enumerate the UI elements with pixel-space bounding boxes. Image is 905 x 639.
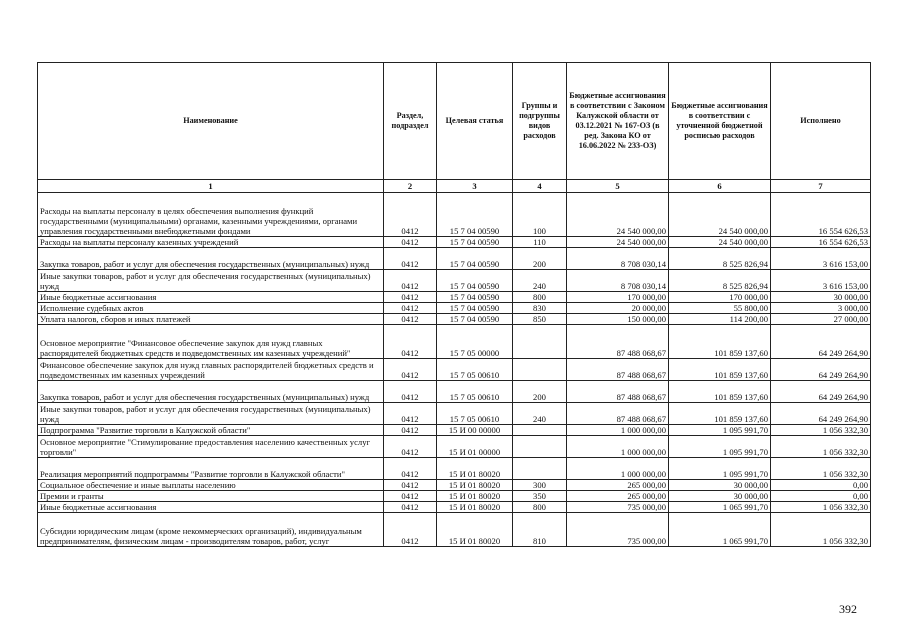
header-row (38, 63, 871, 180)
row-target: 15 7 05 00610 (437, 359, 513, 381)
row-executed-amount: 16 554 626,53 (771, 193, 871, 237)
row-section: 0412 (384, 292, 437, 303)
row-revised-amount: 1 095 991,70 (669, 436, 771, 458)
row-executed-amount: 1 056 332,30 (771, 513, 871, 547)
row-group: 830 (513, 303, 567, 314)
row-name: Закупка товаров, работ и услуг для обеспечения государственных (муниципальных) нужд (38, 248, 384, 270)
row-target: 15 И 01 80020 (437, 513, 513, 547)
row-name: Иные закупки товаров, работ и услуг для обеспечения государственных (муниципальных) нужд (38, 270, 384, 292)
row-revised-amount: 101 859 137,60 (669, 403, 771, 425)
table-row (38, 480, 871, 491)
row-law-amount: 1 000 000,00 (567, 458, 669, 480)
table-row (38, 403, 871, 425)
row-section: 0412 (384, 425, 437, 436)
column-number: 4 (513, 180, 567, 193)
header-executed: Исполнено (771, 63, 871, 180)
table-row (38, 359, 871, 381)
row-group: 200 (513, 248, 567, 270)
row-revised-amount: 170 000,00 (669, 292, 771, 303)
row-section: 0412 (384, 458, 437, 480)
row-section: 0412 (384, 480, 437, 491)
row-target: 15 7 05 00610 (437, 403, 513, 425)
row-law-amount: 87 488 068,67 (567, 359, 669, 381)
row-law-amount: 87 488 068,67 (567, 403, 669, 425)
row-name: Исполнение судебных актов (38, 303, 384, 314)
row-section: 0412 (384, 303, 437, 314)
row-name: Иные бюджетные ассигнования (38, 292, 384, 303)
row-target: 15 И 01 80020 (437, 480, 513, 491)
row-name: Основное мероприятие "Финансовое обеспечение закупок для нужд главных распорядителей бюджетных средств и подведомственных им казенных учреждений" (38, 325, 384, 359)
row-law-amount: 735 000,00 (567, 513, 669, 547)
row-group (513, 458, 567, 480)
table-row (38, 270, 871, 292)
row-target: 15 7 04 00590 (437, 270, 513, 292)
row-target: 15 7 04 00590 (437, 303, 513, 314)
row-section: 0412 (384, 502, 437, 513)
table-row (38, 458, 871, 480)
row-group: 110 (513, 237, 567, 248)
row-name: Финансовое обеспечение закупок для нужд главных распорядителей бюджетных средств и подведомственных им казенных учреждений (38, 359, 384, 381)
row-executed-amount: 3 000,00 (771, 303, 871, 314)
row-section: 0412 (384, 381, 437, 403)
row-target: 15 7 04 00590 (437, 237, 513, 248)
row-target: 15 7 04 00590 (437, 292, 513, 303)
row-section: 0412 (384, 270, 437, 292)
header-revised: Бюджетные ассигнования в соответствии с уточненной бюджетной росписью расходов (669, 63, 771, 180)
row-target: 15 7 05 00000 (437, 325, 513, 359)
row-name: Закупка товаров, работ и услуг для обеспечения государственных (муниципальных) нужд (38, 381, 384, 403)
row-executed-amount: 3 616 153,00 (771, 270, 871, 292)
row-target: 15 И 01 80020 (437, 502, 513, 513)
row-revised-amount: 30 000,00 (669, 491, 771, 502)
row-executed-amount: 1 056 332,30 (771, 458, 871, 480)
row-group: 100 (513, 193, 567, 237)
row-name: Иные бюджетные ассигнования (38, 502, 384, 513)
row-name: Иные закупки товаров, работ и услуг для обеспечения государственных (муниципальных) нужд (38, 403, 384, 425)
table-row (38, 193, 871, 237)
row-executed-amount: 64 249 264,90 (771, 325, 871, 359)
row-group: 200 (513, 381, 567, 403)
row-law-amount: 1 000 000,00 (567, 436, 669, 458)
budget-table (37, 62, 871, 547)
row-group: 800 (513, 502, 567, 513)
row-section: 0412 (384, 248, 437, 270)
row-group: 850 (513, 314, 567, 325)
row-revised-amount: 1 095 991,70 (669, 458, 771, 480)
column-number: 2 (384, 180, 437, 193)
row-law-amount: 24 540 000,00 (567, 193, 669, 237)
column-number: 7 (771, 180, 871, 193)
row-section: 0412 (384, 314, 437, 325)
row-law-amount: 24 540 000,00 (567, 237, 669, 248)
row-section: 0412 (384, 436, 437, 458)
row-revised-amount: 114 200,00 (669, 314, 771, 325)
row-revised-amount: 24 540 000,00 (669, 193, 771, 237)
table-row (38, 248, 871, 270)
page-number: 392 (839, 602, 857, 616)
header-name: Наименование (38, 63, 384, 180)
row-name: Реализация мероприятий подпрограммы "Развитие торговли в Калужской области" (38, 458, 384, 480)
row-revised-amount: 1 065 991,70 (669, 513, 771, 547)
column-number: 3 (437, 180, 513, 193)
row-law-amount: 20 000,00 (567, 303, 669, 314)
row-executed-amount: 64 249 264,90 (771, 381, 871, 403)
table-row (38, 292, 871, 303)
row-name: Расходы на выплаты персоналу казенных учреждений (38, 237, 384, 248)
row-section: 0412 (384, 237, 437, 248)
row-executed-amount: 64 249 264,90 (771, 359, 871, 381)
header-group: Группы и подгруппы видов расходов (513, 63, 567, 180)
row-law-amount: 87 488 068,67 (567, 325, 669, 359)
row-name: Премии и гранты (38, 491, 384, 502)
table-row (38, 303, 871, 314)
row-group: 350 (513, 491, 567, 502)
row-executed-amount: 64 249 264,90 (771, 403, 871, 425)
row-law-amount: 735 000,00 (567, 502, 669, 513)
row-law-amount: 265 000,00 (567, 491, 669, 502)
row-executed-amount: 30 000,00 (771, 292, 871, 303)
row-revised-amount: 101 859 137,60 (669, 325, 771, 359)
row-name: Основное мероприятие "Стимулирование предоставления населению качественных услуг торговли" (38, 436, 384, 458)
table-row (38, 314, 871, 325)
row-target: 15 И 01 80020 (437, 458, 513, 480)
row-section: 0412 (384, 403, 437, 425)
row-revised-amount: 24 540 000,00 (669, 237, 771, 248)
table-row (38, 381, 871, 403)
table-row (38, 513, 871, 547)
row-executed-amount: 0,00 (771, 491, 871, 502)
row-section: 0412 (384, 491, 437, 502)
row-target: 15 7 05 00610 (437, 381, 513, 403)
row-executed-amount: 1 056 332,30 (771, 436, 871, 458)
row-section: 0412 (384, 513, 437, 547)
header-target: Целевая статья (437, 63, 513, 180)
header-law: Бюджетные ассигнования в соответствии с Законом Калужской области от 03.12.2021 № 167-ОЗ (в ред. Закона КО от 16.06.2022 № 233-ОЗ) (567, 63, 669, 180)
row-group: 240 (513, 403, 567, 425)
row-group: 810 (513, 513, 567, 547)
row-revised-amount: 1 065 991,70 (669, 502, 771, 513)
row-executed-amount: 16 554 626,53 (771, 237, 871, 248)
row-revised-amount: 1 095 991,70 (669, 425, 771, 436)
row-target: 15 7 04 00590 (437, 248, 513, 270)
row-name: Социальное обеспечение и иные выплаты населению (38, 480, 384, 491)
row-revised-amount: 8 525 826,94 (669, 248, 771, 270)
row-executed-amount: 27 000,00 (771, 314, 871, 325)
row-executed-amount: 1 056 332,30 (771, 502, 871, 513)
header-section: Раздел, подраздел (384, 63, 437, 180)
table-row (38, 425, 871, 436)
column-number: 6 (669, 180, 771, 193)
row-section: 0412 (384, 193, 437, 237)
row-target: 15 7 04 00590 (437, 193, 513, 237)
table-row (38, 491, 871, 502)
column-number-row (38, 180, 871, 193)
row-law-amount: 8 708 030,14 (567, 248, 669, 270)
table-row (38, 436, 871, 458)
row-target: 15 И 00 00000 (437, 425, 513, 436)
row-law-amount: 265 000,00 (567, 480, 669, 491)
row-law-amount: 87 488 068,67 (567, 381, 669, 403)
row-law-amount: 170 000,00 (567, 292, 669, 303)
row-target: 15 И 01 00000 (437, 436, 513, 458)
row-law-amount: 8 708 030,14 (567, 270, 669, 292)
table-row (38, 502, 871, 513)
column-number: 5 (567, 180, 669, 193)
row-group: 240 (513, 270, 567, 292)
row-section: 0412 (384, 325, 437, 359)
row-revised-amount: 55 800,00 (669, 303, 771, 314)
table-row (38, 325, 871, 359)
row-executed-amount: 3 616 153,00 (771, 248, 871, 270)
row-name: Уплата налогов, сборов и иных платежей (38, 314, 384, 325)
row-group: 800 (513, 292, 567, 303)
row-name: Субсидии юридическим лицам (кроме некоммерческих организаций), индивидуальным предпринимателям, физическим лицам - производителям товаров, работ, услуг (38, 513, 384, 547)
row-name: Подпрограмма "Развитие торговли в Калужской области" (38, 425, 384, 436)
row-section: 0412 (384, 359, 437, 381)
row-group (513, 425, 567, 436)
row-group (513, 325, 567, 359)
row-executed-amount: 0,00 (771, 480, 871, 491)
row-group (513, 436, 567, 458)
row-law-amount: 150 000,00 (567, 314, 669, 325)
row-law-amount: 1 000 000,00 (567, 425, 669, 436)
row-group: 300 (513, 480, 567, 491)
row-target: 15 И 01 80020 (437, 491, 513, 502)
row-revised-amount: 8 525 826,94 (669, 270, 771, 292)
row-revised-amount: 30 000,00 (669, 480, 771, 491)
row-revised-amount: 101 859 137,60 (669, 359, 771, 381)
row-target: 15 7 04 00590 (437, 314, 513, 325)
table-body (38, 193, 871, 547)
row-group (513, 359, 567, 381)
row-executed-amount: 1 056 332,30 (771, 425, 871, 436)
table-row (38, 237, 871, 248)
row-name: Расходы на выплаты персоналу в целях обеспечения выполнения функций государственными (муниципальными) органами, казенными учреждениями, органами управления государственными внебюджетными фондами (38, 193, 384, 237)
row-revised-amount: 101 859 137,60 (669, 381, 771, 403)
column-number: 1 (38, 180, 384, 193)
